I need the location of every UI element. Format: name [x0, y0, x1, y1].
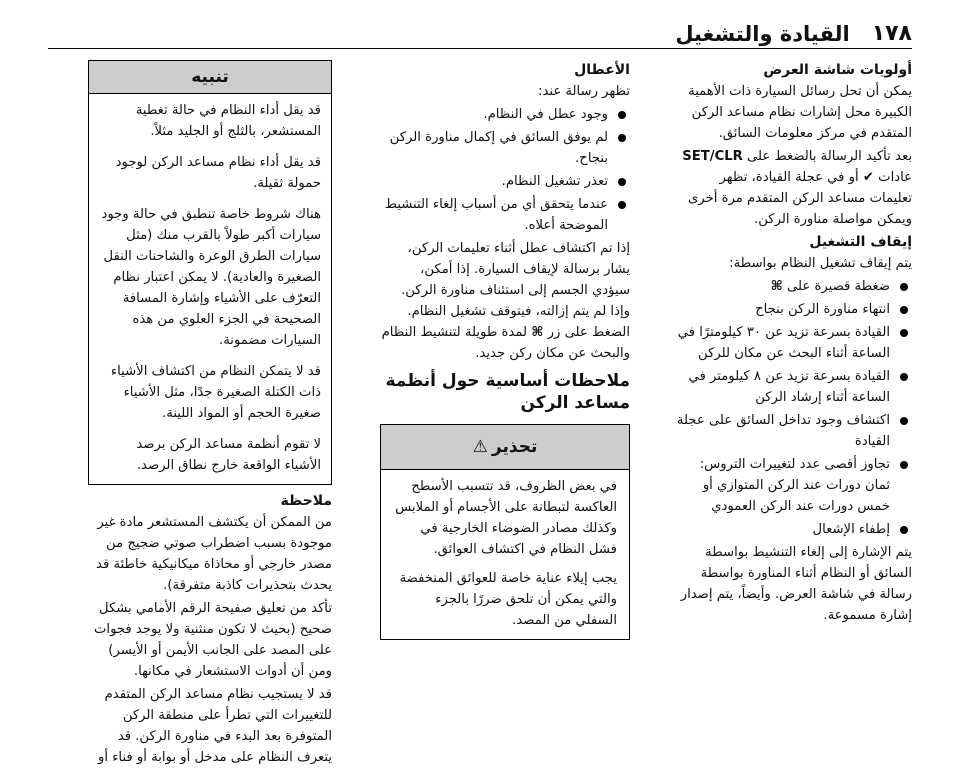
paragraph: تأكد من تعليق صفيحة الرقم الأمامي بشكل صحيح (بحيث لا تكون منثنية ولا يوجد فجوات على المصد على الجانب الأيمن أو الأيسر) ومن أن أدوات الاستشعار في مكانها.	[94, 601, 332, 679]
warning-text: يجب إيلاء عناية خاصة للعوائق المنخفضة والتي يمكن أن تلحق ضررًا بالجزء السفلي من المصد.	[399, 571, 617, 628]
list-item: ضغطة قصيرة على ⌘	[674, 276, 912, 297]
list-item: تجاوز أقصى عدد لتغييرات التروس: ثمان دورات عند الركن المتوازي أو خمس دورات عند الركن العمودي	[674, 454, 912, 517]
paragraph: يتم إيقاف تشغيل النظام بواسطة:	[729, 256, 912, 271]
list-item: اكتشاف وجود تداخل السائق على عجلة القيادة	[674, 410, 912, 452]
warning-triangle-icon: ⚠	[472, 436, 488, 457]
column-middle	[380, 60, 630, 640]
warning-box	[380, 424, 630, 640]
paragraph: يمكن أن تحل رسائل السيارة ذات الأهمية الكبيرة محل إشارات نظام مساعد الركن المتقدم في مركز معلومات السائق.	[688, 84, 912, 141]
paragraph: قد لا يستجيب نظام مساعد الركن المتقدم للتغييرات التي تطرأ على منطقة الركن المتوفرة بعد البدء في مناورة الركن. قد يتعرف النظام على مدخل أو بوابة أو فناء أو	[98, 687, 332, 765]
column-right	[674, 60, 912, 628]
paragraph: بعد تأكيد الرسالة بالضغط على SET/CLR عادات ✔ أو في عجلة القيادة، تظهر تعليمات مساعد الركن المتقدم مرة أخرى ويمكن مواصلة مناورة الركن.	[682, 149, 912, 227]
list-item: وجود عطل في النظام.	[380, 104, 630, 125]
list-item: انتهاء مناورة الركن بنجاح	[674, 299, 912, 320]
page-number: ١٧٨	[871, 21, 912, 46]
paragraph: يتم الإشارة إلى إلغاء التنشيط بواسطة السائق أو النظام أثناء المناورة بواسطة رسالة في شاشة العرض. وأيضاً، يتم إصدار إشارة مسموعة.	[680, 545, 912, 623]
parking-assist-icon: ⌘	[531, 325, 544, 340]
section-heading-deactivation: إيقاف التشغيل	[809, 234, 912, 250]
note-box	[88, 60, 332, 485]
chapter-title: القيادة والتشغيل	[675, 22, 850, 46]
warning-title: تحذير	[491, 436, 538, 457]
note-text: قد يقل أداء النظام في حالة تغطية المستشعر، بالثلج أو الجليد مثلاً.	[135, 103, 321, 139]
set-clr-button-label: SET/CLR	[682, 149, 743, 164]
section-heading-display-priority: أولويات شاشة العرض	[763, 62, 912, 78]
paragraph: تظهر رسالة عند:	[538, 84, 630, 99]
note-text: قد لا يتمكن النظام من اكتشاف الأشياء ذات الكتلة الصغيرة جدًا، مثل الأشياء صغيرة الحجم أو المواد اللينة.	[110, 364, 321, 421]
faults-list	[380, 104, 630, 236]
paragraph: من الممكن أن يكتشف المستشعر مادة غير موجودة بسبب اضطراب صوتي ضجيج من مصدر خارجي أو محاذاة ميكانيكية خاطئة قد يحدث بتحذيرات كاذبة متفرقة).	[96, 515, 332, 593]
warning-body	[381, 470, 629, 639]
column-left	[88, 60, 332, 770]
note-text: لا تقوم أنظمة مساعد الركن برصد الأشياء الواقعة خارج نطاق الرصد.	[136, 437, 321, 473]
section-heading-faults: الأعطال	[574, 62, 630, 78]
list-item: إطفاء الإشعال	[674, 519, 912, 540]
list-item: تعذر تشغيل النظام.	[380, 171, 630, 192]
paragraph: إذا تم اكتشاف عطل أثناء تعليمات الركن، يشار برسالة لإيقاف السيارة. إذا أمكن، سيؤدي الجسم إلى استئناف مناورة الركن. وإذا لم يتم إزالته، فيتوقف تشغيل النظام. الضغط على زر ⌘ لمدة طويلة لتنشيط النظام والبحث عن مكان ركن جديد.	[381, 241, 630, 361]
warning-header	[381, 425, 629, 470]
list-item: القيادة بسرعة تزيد عن ٨ كيلومتر في الساعة أثناء إرشاد الركن	[674, 366, 912, 408]
list-item: لم يوفق السائق في إكمال مناورة الركن بنجاح.	[380, 127, 630, 169]
section-heading-remark: ملاحظة	[280, 493, 332, 509]
list-item: القيادة بسرعة تزيد عن ٣٠ كيلومترًا في الساعة أثناء البحث عن مكان للركن	[674, 322, 912, 364]
note-text: هناك شروط خاصة تنطبق في حالة وجود سيارات أكبر طولاً بالقرب منك (مثل سيارات الطرق الوعرة والشاحنات النقل الصغيرة والعادية). لا يمكن اعتبار نظام التعرّف على الأشياء وإشارة المسافة الصحيحة في الجزء العلوي من هذه السيارات مضمونة.	[101, 207, 321, 348]
warning-text: في بعض الظروف، قد تتسبب الأسطح العاكسة لتبطانة على الأجسام أو الملابس وكذلك مصادر الضوضاء الخارجية في فشل النظام في اكتشاف العوائق.	[395, 479, 617, 557]
note-header: تنبيه	[89, 61, 331, 94]
deactivation-list	[674, 276, 912, 540]
note-text: قد يقل أداء نظام مساعد الركن لوجود حمولة ثقيلة.	[115, 155, 321, 191]
checkmark-icon: ✔	[862, 170, 874, 185]
list-item: عندما يتحقق أي من أسباب إلغاء التنشيط الموضحة أعلاه.	[380, 194, 630, 236]
section-heading-parking-notes: ملاحظات أساسية حول أنظمة مساعد الركن	[385, 371, 630, 413]
parking-assist-icon: ⌘	[770, 279, 783, 294]
note-body	[89, 94, 331, 484]
page-header	[48, 18, 912, 49]
